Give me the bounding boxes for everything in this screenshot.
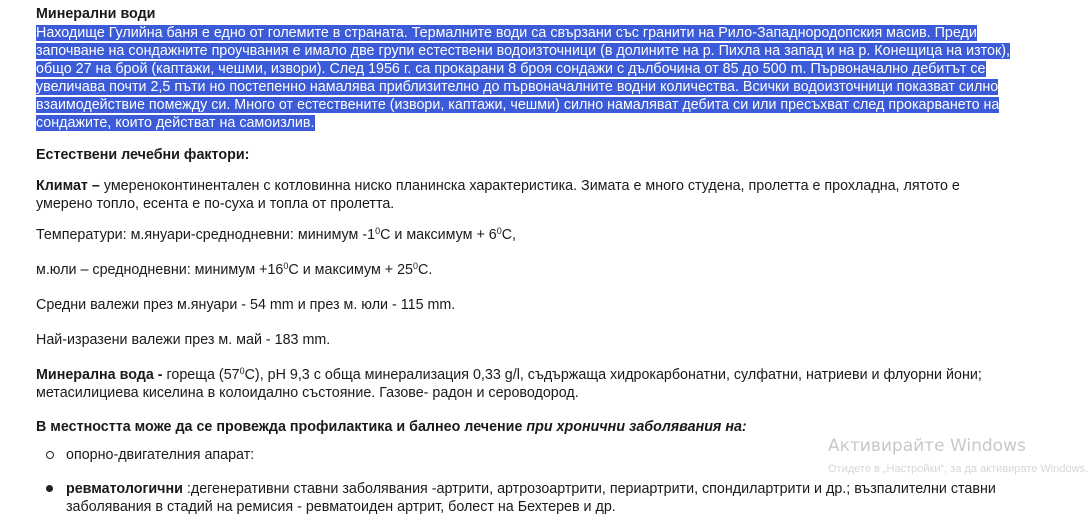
- mineral-water-paragraph: [36, 366, 1011, 402]
- prophylaxis-italic: при хронични заболявания на:: [526, 419, 747, 435]
- circle-bullet-icon: [46, 451, 54, 459]
- climate-label: Климат –: [36, 178, 100, 194]
- temps-january: [36, 226, 1011, 244]
- degree-sup: 0: [496, 226, 502, 236]
- precipitation-average: Средни валежи през м.януари - 54 mm и през м. юли - 115 mm.: [36, 297, 456, 313]
- temps-january-mid: C и максимум + 6: [380, 227, 497, 243]
- temps-january-suffix: C,: [501, 227, 517, 243]
- mineral-water-text: C), pH 9,3 с обща минерализация 0,33 g/l, съдържаща хидрокарбонатни, сулфатни, натриеви и флуорни йони; метасилициева киселина в колоидално състояние. Газове- радон и сероводород.: [36, 367, 982, 401]
- temps-july-mid: C и максимум + 25: [288, 262, 413, 278]
- list-item-text: опорно-двигателния апарат:: [66, 447, 255, 463]
- prophylaxis-heading: [36, 418, 1011, 436]
- list-item: [66, 480, 1011, 516]
- prophylaxis-text: В местността може да се провежда профилактика и балнео лечение: [36, 419, 527, 435]
- indications-list: [36, 446, 1011, 516]
- list-item-text: :дегенеративни ставни заболявания -артрити, артрозоартрити, периартрити, спондилартрити и др.; възпалителни ставни заболявания в стадий на ремисия - ревматоиден артрит, болест на Бехтерев и др.: [66, 481, 996, 515]
- temps-july: [36, 261, 1011, 279]
- precipitation-max: Най-изразени валежи през м. май - 183 mm.: [36, 332, 331, 348]
- selected-paragraph[interactable]: [36, 24, 1011, 132]
- climate-text: умереноконтинентален с котловинна ниско планинска характеристика. Зимата е много студена, пролетта е прохладна, лятото е умерено топло, есента е по-суха и топла от пролетта.: [36, 178, 960, 212]
- section-heading: Минерални води: [36, 6, 156, 22]
- degree-sup: 0: [413, 261, 419, 271]
- factors-heading: Естествени лечебни фактори:: [36, 147, 250, 163]
- temps-july-suffix: C.: [418, 262, 433, 278]
- temps-january-prefix: Температури: м.януари-среднодневни: минимум -1: [36, 227, 376, 243]
- degree-sup: 0: [239, 366, 245, 376]
- disc-bullet-icon: [46, 485, 53, 492]
- selected-text: Находище Гулийна баня е едно от големите в страната. Термалните води са свързани със гранити на Рило-Западнородопския масив. Преди започване на сондажните проучвания е имало две групи естествени водоизточници (в долините на р. Пихла на запад и на р. Конещица на изток), общо 27 на брой (каптажи, чешми, извори). След 1956 г. са прокарани 8 броя сондажи с дълбочина от 85 до 500 m. Първоначално дебитът се увеличава почти 2,5 пъти но постепенно намалява приблизително до първоначалните водни количества. Всички водоизточници показват силно взаимодействие помежду си. Много от естествените (извори, каптажи, чешми) силно намаляват дебита си или пресъхват след прокарването на сондажите, които действат на самоизлив.: [36, 25, 1010, 131]
- degree-sup: 0: [283, 261, 289, 271]
- climate-paragraph: [36, 177, 1011, 213]
- degree-sup: 0: [375, 226, 381, 236]
- list-item-label: ревматологични: [66, 481, 183, 497]
- windows-activation-watermark: Активирайте Windows: [828, 436, 1026, 456]
- windows-activation-subtitle: Отидете в „Настройки“, за да активирате Windows.: [828, 463, 1088, 475]
- temps-july-prefix: м.юли – среднодневни: минимум +16: [36, 262, 284, 278]
- mineral-water-label: Минерална вода -: [36, 367, 163, 383]
- mineral-water-pre: гореща (57: [162, 367, 240, 383]
